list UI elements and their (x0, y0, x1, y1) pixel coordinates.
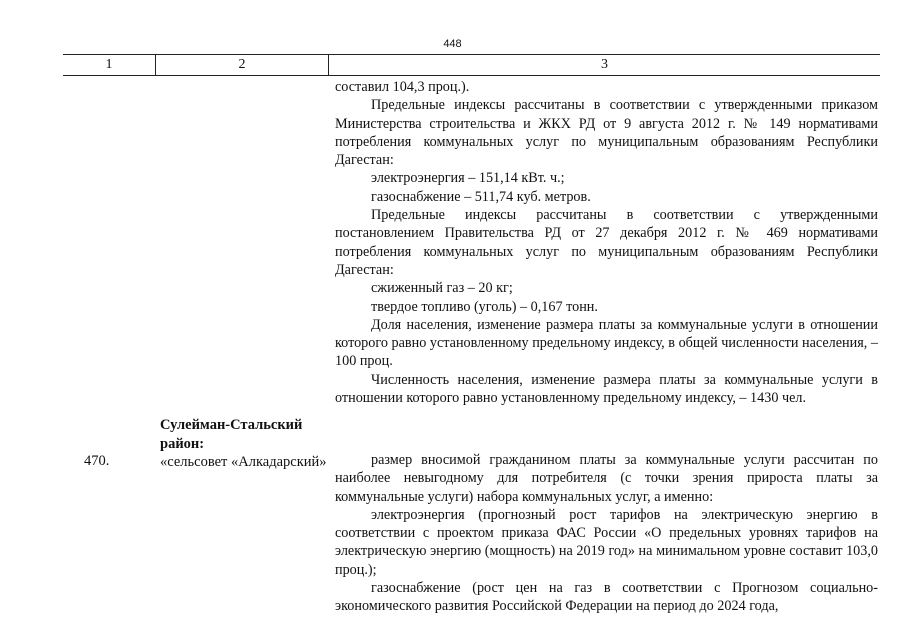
entry-text-block (335, 451, 878, 616)
paragraph: Предельные индексы рассчитаны в соответствии с утвержденными приказом Министерства строительства и ЖКХ РД от 9 августа 2012 г. № 149 нормативами потребления коммунальных услуг по муниципальным образованиям Республики Дагестан: (335, 97, 878, 169)
header-col-2: 2 (156, 55, 329, 75)
settlement-name: «сельсовет «Алкадарский» (160, 454, 327, 470)
table-header-row (63, 54, 880, 76)
paragraph: электроэнергия – 151,14 кВт. ч.; (371, 170, 565, 187)
paragraph: электроэнергия (прогнозный рост тарифов на электрическую энергию в соответствии с проектом приказа ФАС России «О предельных уровнях тарифов на электрическую энергию (мощность) на 2019 год» на минимальном уровне составит 103,0 проц.); (335, 506, 878, 578)
header-col-1: 1 (63, 55, 156, 75)
paragraph: Предельные индексы рассчитаны в соответствии с утвержденными постановлением Правительства РД от 27 декабря 2012 г. № 469 нормативами потребления коммунальных услуг по муниципальным образованиям Республики Дагестан: (335, 207, 878, 278)
header-col-3: 3 (601, 57, 608, 72)
paragraph: размер вносимой гражданином платы за коммунальные услуги рассчитан по наиболее невыгодному для потребителя (с точки зрения прироста платы за коммунальные услуги) набора коммунальных услуг, а именно: (335, 452, 878, 505)
district-name: Сулейман-Стальский район: (160, 417, 303, 452)
paragraph: газоснабжение (рост цен на газ в соответствии с Прогнозом социально-экономического развития Российской Федерации на период до 2024 года, (335, 580, 878, 615)
paragraph: сжиженный газ – 20 кг; (371, 280, 513, 297)
page-number: 448 (443, 38, 462, 50)
top-text-block (335, 78, 878, 407)
paragraph: составил 104,3 проц.). (335, 79, 470, 95)
paragraph: газоснабжение – 511,74 куб. метров. (371, 188, 591, 205)
paragraph: Численность населения, изменение размера платы за коммунальные услуги в отношении которого равно установленному предельному индексу, – 1430 чел. (335, 371, 878, 407)
paragraph: твердое топливо (уголь) – 0,167 тонн. (371, 298, 598, 315)
paragraph: Доля населения, изменение размера платы за коммунальные услуги в отношении которого равно установленному предельному индексу, в общей численности населения, – 100 проц. (335, 316, 878, 370)
row-number: 470. (84, 453, 110, 469)
